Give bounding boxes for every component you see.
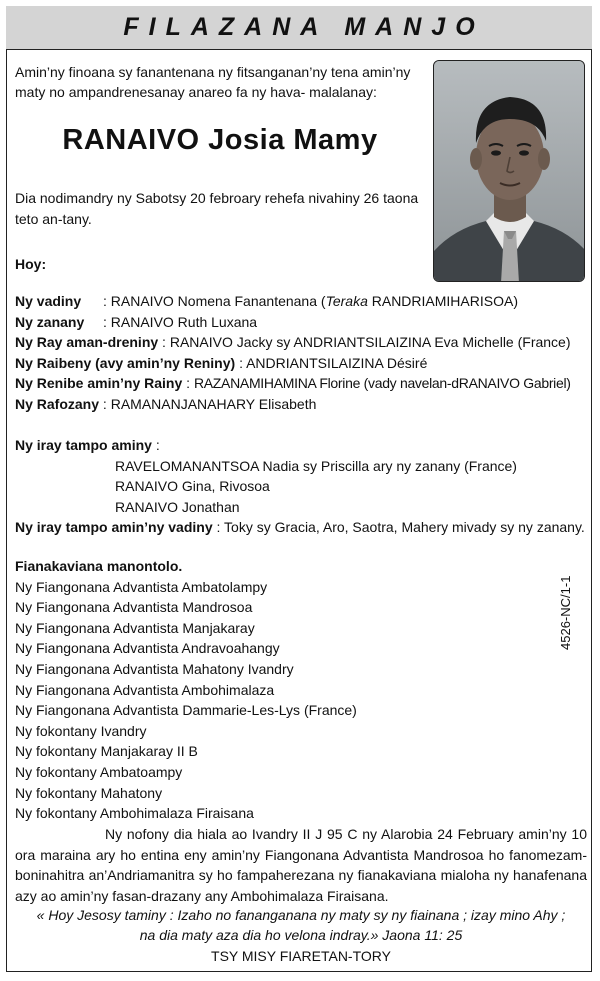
quote-line: na dia maty aza dia ho velona indray.» Jaona 11: 25 [139, 927, 463, 943]
notice-header [6, 6, 592, 50]
family-sep: : [158, 334, 170, 351]
community-item: Ny fokontany Mahatony [15, 784, 163, 801]
family-label: Ny Ray aman-dreniny [15, 334, 159, 351]
family-label: Ny zanany [15, 313, 85, 330]
family-label: Ny Rafozany [15, 395, 100, 412]
quote-line: « Hoy Jesosy taminy : Izaho no fananganana ny maty sy ny fiainana ; izay mino Ahy ; [36, 907, 566, 923]
family-row [15, 332, 571, 353]
family-text: ANDRIANTSILAIZINA Désiré [246, 354, 428, 371]
community-title: Fianakaviana manontolo. [15, 558, 183, 574]
family-sep: : [235, 354, 247, 371]
spouse-siblings-label: Ny iray tampo amin’ny vadiny [15, 519, 213, 536]
portrait-photo [433, 60, 585, 282]
family-italic: Teraka [325, 293, 368, 309]
community-item: Ny Fiangonana Advantista Manjakaray [15, 619, 255, 636]
family-label: Ny Raibeny (avy amin’ny Reniny) [15, 354, 236, 371]
deceased-name: RANAIVO Josia Mamy [62, 124, 378, 156]
family-sep: : [103, 293, 111, 309]
community-item: Ny Fiangonana Advantista Andravoahangy [15, 640, 280, 657]
sibling-name: RAVELOMANANTSOA Nadia sy Priscilla ary ny zanany (France) [115, 457, 517, 474]
family-text: RAZANAMIHAMINA Florine (vady navelan-dRANAIVO Gabriel) [193, 375, 571, 392]
portrait-illustration [434, 61, 585, 282]
siblings-sep: : [151, 437, 160, 453]
community-item: Ny Fiangonana Advantista Mahatony Ivandry [15, 660, 294, 677]
siblings-header [15, 435, 585, 456]
family-row [15, 312, 571, 333]
community-block [15, 556, 357, 824]
family-row [15, 373, 571, 394]
family-text2: RANDRIAMIHARISOA) [367, 293, 518, 309]
reference-code: 4526-NC/1-1 [558, 575, 573, 650]
community-item: Ny Fiangonana Advantista Mandrosoa [15, 599, 253, 616]
family-sep: : [99, 395, 111, 412]
community-item: Ny Fiangonana Advantista Ambatolampy [15, 578, 268, 595]
community-item: Ny fokontany Ambohimalaza Firaisana [15, 805, 254, 822]
family-label: Ny vadiny [15, 293, 82, 309]
closing-line: TSY MISY FIARETAN-TORY [211, 948, 391, 964]
death-notice: Dia nodimandry ny Sabotsy 20 febroary rehefa nivahiny 26 taona teto an-tany. [15, 190, 419, 227]
siblings-label: Ny iray tampo aminy [15, 437, 152, 453]
family-sep: : [182, 375, 194, 392]
community-item: Ny fokontany Ivandry [15, 722, 147, 739]
siblings-block [15, 435, 585, 538]
family-list [15, 291, 571, 415]
spouse-siblings-row [15, 517, 585, 538]
family-row [15, 353, 571, 374]
community-item: Ny fokontany Ambatoampy [15, 763, 183, 780]
community-item: Ny Fiangonana Advantista Dammarie-Les-Lys (France) [15, 702, 357, 719]
funeral-text: Ny nofony dia hiala ao Ivandry II J 95 C ny Alarobia 24 February amin’ny 10 ora maraina ary ho entina eny amin’ny Fiangonana Advantista Mandrosoa ho fanomezam-boninahitra an’Andriamanitra sy ho fampaherezana ny fianakaviana mialoha ny hanafenana azy ao amin’ny fasan-drazany any Ambohimalaza Firaisana. [15, 826, 587, 904]
family-row [15, 291, 571, 312]
family-text: RANAIVO Ruth Luxana [110, 313, 258, 330]
family-sep: : [103, 313, 111, 330]
spouse-siblings-text: Toky sy Gracia, Aro, Saotra, Mahery mivady sy ny zanany. [224, 519, 585, 536]
community-item: Ny Fiangonana Advantista Ambohimalaza [15, 681, 275, 698]
notice-title: FILAZANA MANJO [123, 13, 485, 41]
family-label: Ny Renibe amin’ny Rainy [15, 375, 183, 392]
sibling-name: RANAIVO Jonathan [115, 498, 240, 515]
family-text: RAMANANJANAHARY Elisabeth [110, 395, 317, 412]
intro-text: Amin’ny finoana sy fanantenana ny fitsanganan’ny tena amin’ny maty no ampandrenesanay anareo fa ny hava- malalanay: [15, 64, 411, 100]
hoy-label: Hoy: [15, 256, 47, 272]
funeral-paragraph [15, 824, 587, 906]
spouse-siblings-sep: : [212, 519, 225, 536]
sibling-name: RANAIVO Gina, Rivosoa [115, 478, 270, 495]
community-item: Ny fokontany Manjakaray II B [15, 743, 198, 760]
family-row [15, 394, 571, 415]
family-text: RANAIVO Jacky sy ANDRIANTSILAIZINA Eva Michelle (France) [169, 334, 571, 351]
family-text: RANAIVO Nomena Fanantenana ( [110, 293, 326, 309]
bible-quote [15, 905, 587, 945]
